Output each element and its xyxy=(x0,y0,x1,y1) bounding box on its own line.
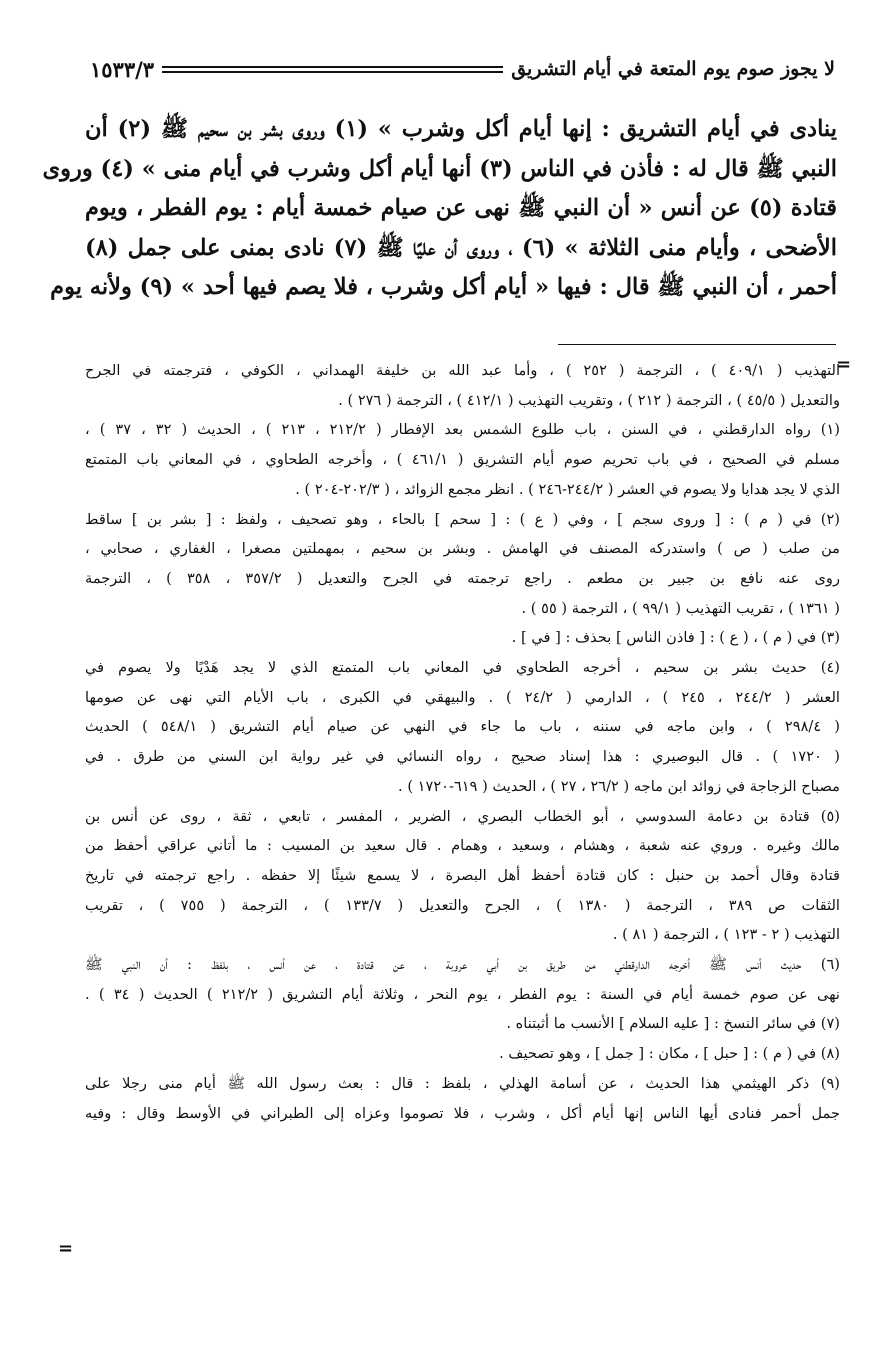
page-number: ١٥٣٣/٣ xyxy=(90,56,155,82)
footnote-line: مالك وغيره . وروي عنه شعبة ، وهشام ، وسعيد ، وهمام . قال سعيد بن المسيب : ما أتاني عراقي أحفظ من xyxy=(85,837,840,855)
footnote-line: مسلم في الصحيح ، في باب تحريم صوم أيام التشريق ( ٤٦١/١ ) ، وأخرجه الطحاوي ، في المعاني باب المتمتع xyxy=(85,451,840,469)
footnote-line: العشر ( ٢٤٤/٢ ، ٢٤٥ ) ، الدارمي ( ٢٤/٢ ) . والبيهقي في الكبرى ، باب الأيام التي نهى عن صومها xyxy=(85,688,840,706)
footnote-line: (٤) حديث بشر بن سحيم ، أخرجه الطحاوي في المعاني باب المتمتع الذي لا يجد هَدْيًا ولا يصوم في xyxy=(85,659,840,677)
footnote-line: (٢) في ( م ) : [ وروى سجم ] ، وفي ( ع ) : [ سحم ] بالحاء ، وهو تصحيف ، ولفظ : [ بشر بن ] ساقط xyxy=(85,510,840,528)
main-text-line: الأضحى ، وأيام منى الثلاثة » (٦) ، وروى أن عليًا ﷺ (٧) نادى بمنى على جمل (٨) xyxy=(85,234,838,261)
footnote-line: (٣) في ( م ) ، ( ع ) : [ فاذن الناس ] بحذف : [ في ] . xyxy=(511,629,840,647)
footnote-line: (٧) في سائر النسخ : [ عليه السلام ] الأنسب ما أثبتناه . xyxy=(506,1015,840,1033)
footnote-line: من صلب ( ص ) واستدركه المصنف في الهامش . وبشر بن سحيم ، بمهملتين مصغرا ، الغفاري ، صحابي ، xyxy=(85,540,840,558)
footnote-line: (٥) قتادة بن دعامة السدوسي ، أبو الخطاب البصري ، الضرير ، المفسر ، تابعي ، ثقة ، روى عن أنس بن xyxy=(85,807,840,825)
footnote-line: روى عنه نافع بن جبير بن مطعم . راجع ترجمته في الجرح والتعديل ( ٣٥٧/٢ ، ٣٥٨ ) ، الترجمة xyxy=(85,569,840,587)
footnote-line: جمل أحمر فنادى أيها الناس إنها أيام أكل ، وشرب ، فلا تصوموا وعزاه إلى الطبراني في الأوسط وقال : وفيه xyxy=(85,1104,840,1122)
footnote-separator xyxy=(558,344,836,345)
footnote-line: مصباح الزجاجة في زوائد ابن ماجه ( ٢٦/٢ ، ٢٧ ) ، الحديث ( ٦١٩-١٧٢٠ ) . xyxy=(398,777,840,795)
continuation-mark-top: = xyxy=(836,354,852,375)
main-text-line: أحمر ، أن النبي ﷺ قال : فيها « أيام أكل وشرب ، فلا يصم فيها أحد » (٩) ولأنه يوم xyxy=(50,274,837,300)
main-text-line: قتادة (٥) عن أنس « أن النبي ﷺ نهى عن صيام خمسة أيام : يوم الفطر ، ويوم xyxy=(85,195,837,221)
footnote-line: ( ٢٩٨/٤ ) ، وابن ماجه في سننه ، باب ما جاء في النهي عن صيام أيام التشريق ( ٥٤٨/١ ) الحديث xyxy=(85,718,840,736)
continuation-mark-bottom: = xyxy=(58,1238,74,1259)
main-text-line: النبي ﷺ قال له : فأذن في الناس (٣) أنها أيام أكل وشرب في أيام منى » (٤) وروى xyxy=(42,155,837,182)
chapter-title: لا يجوز صوم يوم المتعة في أيام التشريق xyxy=(511,58,835,80)
footnote-line: التهذيب ( ٤٠٩/١ ) ، الترجمة ( ٢٥٢ ) ، وأما عبد الله بن خليفة الهمداني ، الكوفي ، فترجمته في الجرح xyxy=(85,362,840,379)
footnote-line: (٩) ذكر الهيثمي هذا الحديث ، عن أسامة الهذلي ، بلفظ : قال : بعث رسول الله ﷺ أيام منى رجلا على xyxy=(85,1074,840,1092)
running-header xyxy=(90,52,835,86)
footnote-line: ( ١٣٦١ ) ، تقريب التهذيب ( ٩٩/١ ) ، الترجمة ( ٥٥ ) . xyxy=(521,599,840,617)
footnote-line: التهذيب ( ٢ - ١٢٣ ) ، الترجمة ( ٨١ ) . xyxy=(612,926,840,944)
footnote-line: والتعديل ( ٤٥/٥ ) ، الترجمة ( ٢١٢ ) ، وتقريب التهذيب ( ٤١٢/١ ) ، الترجمة ( ٢٧٦ ) . xyxy=(338,391,840,409)
footnote-line: (١) رواه الدارقطني ، في السنن ، باب طلوع الشمس بعد الإفطار ( ٢١٢/٢ ، ٢١٣ ) ، الحديث ( ٣٢ ، ٣٧ ) ، xyxy=(85,421,840,439)
footnote-line: ( ١٧٢٠ ) . قال البوصيري : هذا إسناد صحيح ، رواه النسائي في غير رواية ابن السني من طرق . في xyxy=(85,748,840,766)
header-rule xyxy=(162,66,503,73)
footnote-line: نهى عن صوم خمسة أيام في السنة : يوم الفطر ، يوم النحر ، وثلاثة أيام التشريق ( ٢١٢/٢ ) الحديث ( ٣٤ ) . xyxy=(85,985,840,1003)
footnote-line: الذي لا يجد هدايا ولا يصوم في العشر ( ٢٤٤/٢-٢٤٦ ) . انظر مجمع الزوائد ، ( ٢٠٢/٣-٢٠٤ ) . xyxy=(295,480,840,498)
footnotes xyxy=(85,356,840,1128)
footnote-line: الثقات ص ٣٨٩ ، الترجمة ( ١٣٨٠ ) ، الجرح والتعديل ( ١٣٣/٧ ) ، الترجمة ( ٧٥٥ ) ، تقريب xyxy=(85,896,840,914)
footnote-line: (٨) في ( م ) : [ حبل ] ، مكان : [ جمل ] ، وهو تصحيف . xyxy=(499,1045,840,1063)
main-text xyxy=(42,110,838,308)
footnote-line: قتادة وقال أحمد بن حنبل : كان قتادة أحفظ أهل البصرة ، لا يسمع شيئًا إلا حفظه . راجع ترجمته في تاريخ xyxy=(85,866,840,884)
main-text-line: ينادى في أيام التشريق : إنها أيام أكل وشرب » (١) وروى بشر بن سحيم ﷺ (٢) أن xyxy=(85,116,837,142)
footnote-line: (٦) حديث أنس ﷺ أخرجه الدارقطني من طريق بن أبي عروبة ، عن قتادة ، عن أنس ، بلفظ : أن النبي ﷺ xyxy=(85,956,840,974)
